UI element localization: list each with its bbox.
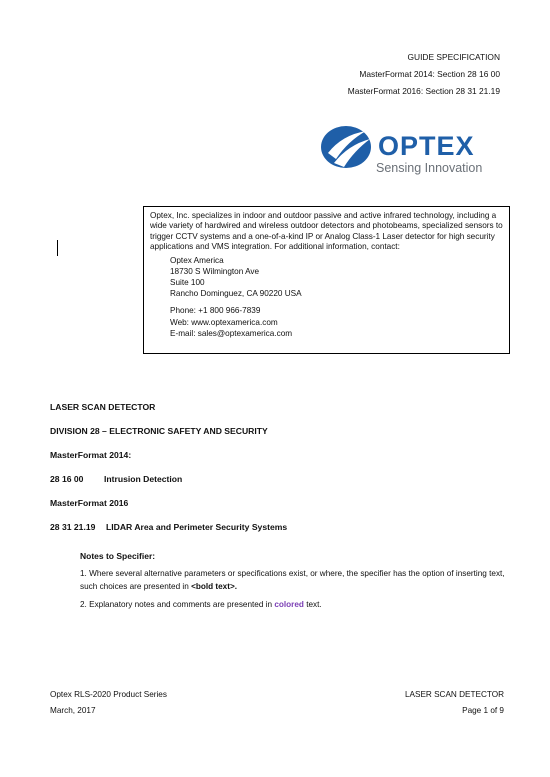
logo-tagline: Sensing Innovation	[376, 161, 483, 175]
division-heading: DIVISION 28 – ELECTRONIC SAFETY AND SECURITY	[50, 426, 268, 436]
note-2-text-b: text.	[303, 600, 322, 609]
section-2016-name: LIDAR Area and Perimeter Security Systems	[106, 522, 288, 532]
intro-text: Optex, Inc. specializes in indoor and outdoor passive and active infrared technology, including a wide variety of hardwired and wireless outdoor detectors and photobeams, specialized sensors to trigger CCTV systems and a one-of-a-kind IP or Analog Class-1 Laser detector for high security applications and VMS integration. For additional information, contact:	[150, 211, 503, 252]
note-1-text: 1. Where several alternative parameters or specifications exist, or where, the specifier has the option of inserting text, such choices are presented in	[80, 569, 505, 591]
header-masterformat-2014: MasterFormat 2014: Section 28 16 00	[359, 69, 500, 79]
optex-swoosh-icon	[321, 126, 371, 168]
contact-suite: Suite 100	[170, 278, 205, 288]
note-2	[80, 598, 520, 611]
contact-phone: Phone: +1 800 966-7839	[170, 306, 261, 316]
contact-street: 18730 S Wilmington Ave	[170, 266, 260, 276]
footer-doc-title: LASER SCAN DETECTOR	[404, 690, 504, 699]
section-2014-code: 28 16 00	[50, 474, 84, 484]
document-title: LASER SCAN DETECTOR	[50, 402, 156, 412]
contact-web: Web: www.optexamerica.com	[170, 317, 278, 327]
intro-box	[143, 206, 510, 354]
contact-block	[170, 255, 503, 339]
masterformat-2014-label: MasterFormat 2014:	[50, 450, 132, 460]
optex-logo	[318, 125, 503, 177]
footer-product-series: Optex RLS-2020 Product Series	[50, 690, 167, 699]
section-2016	[50, 522, 287, 532]
footer-page-number: Page 1 of 9	[462, 706, 504, 715]
contact-company: Optex America	[170, 255, 224, 265]
section-2016-code: 28 31 21.19	[50, 522, 96, 532]
contact-email: E-mail: sales@optexamerica.com	[170, 328, 293, 338]
section-2014	[50, 474, 182, 484]
notes-heading: Notes to Specifier:	[80, 551, 156, 561]
header-guide-spec: GUIDE SPECIFICATION	[407, 52, 500, 62]
footer-date: March, 2017	[50, 706, 96, 715]
contact-city: Rancho Dominguez, CA 90220 USA	[170, 289, 302, 299]
logo-brand: OPTEX	[378, 131, 475, 161]
note-2-colored: colored	[274, 600, 304, 609]
section-2014-name: Intrusion Detection	[104, 474, 183, 484]
masterformat-2016-label: MasterFormat 2016	[50, 498, 129, 508]
text-cursor	[57, 240, 58, 256]
note-1	[80, 567, 520, 593]
note-2-text-a: 2. Explanatory notes and comments are presented in	[80, 600, 275, 609]
header-masterformat-2016: MasterFormat 2016: Section 28 31 21.19	[347, 86, 500, 96]
note-1-bold: <bold text>.	[191, 582, 238, 591]
